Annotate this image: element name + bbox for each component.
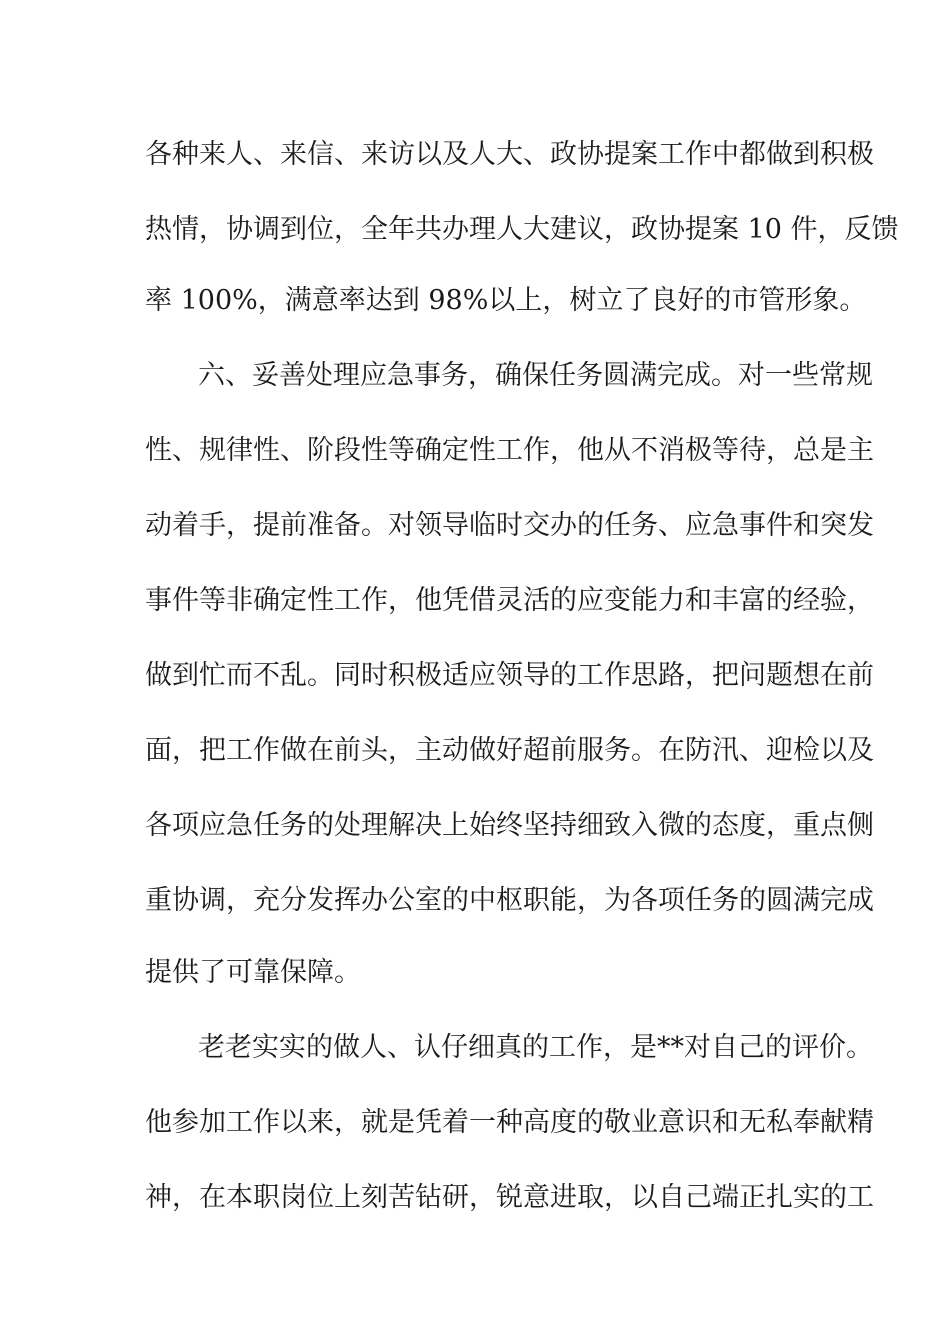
closing-paragraph-line-3: 神，在本职岗位上刻苦钻研，锐意进取，以自己端正扎实的工 xyxy=(145,1182,874,1213)
paragraph-six-line-9: 提供了可靠保障。 xyxy=(145,957,361,988)
paragraph-six-line-7: 各项应急任务的处理解决上始终坚持细致入微的态度，重点侧 xyxy=(145,810,874,841)
paragraph-six-line-4: 事件等非确定性工作，他凭借灵活的应变能力和丰富的经验， xyxy=(145,585,874,616)
text-line-2: 热情，协调到位，全年共办理人大建议，政协提案 10 件，反馈 xyxy=(145,214,899,245)
text-line-3: 率 100%，满意率达到 98%以上，树立了良好的市管形象。 xyxy=(145,285,867,316)
paragraph-six-line-6: 面，把工作做在前头，主动做好超前服务。在防汛、迎检以及 xyxy=(145,735,874,766)
paragraph-six-line-5: 做到忙而不乱。同时积极适应领导的工作思路，把问题想在前 xyxy=(145,660,874,691)
paragraph-six-line-2: 性、规律性、阶段性等确定性工作，他从不消极等待，总是主 xyxy=(145,435,874,466)
text-line-1: 各种来人、来信、来访以及人大、政协提案工作中都做到积极 xyxy=(145,139,874,170)
closing-paragraph-line-1: 老老实实的做人、认仔细真的工作，是**对自己的评价。 xyxy=(198,1032,873,1063)
paragraph-six-line-8: 重协调，充分发挥办公室的中枢职能，为各项任务的圆满完成 xyxy=(145,885,874,916)
paragraph-six-line-1: 六、妥善处理应急事务，确保任务圆满完成。对一些常规 xyxy=(198,360,873,391)
paragraph-six-line-3: 动着手，提前准备。对领导临时交办的任务、应急事件和突发 xyxy=(145,510,874,541)
closing-paragraph-line-2: 他参加工作以来，就是凭着一种高度的敬业意识和无私奉献精 xyxy=(145,1107,874,1138)
